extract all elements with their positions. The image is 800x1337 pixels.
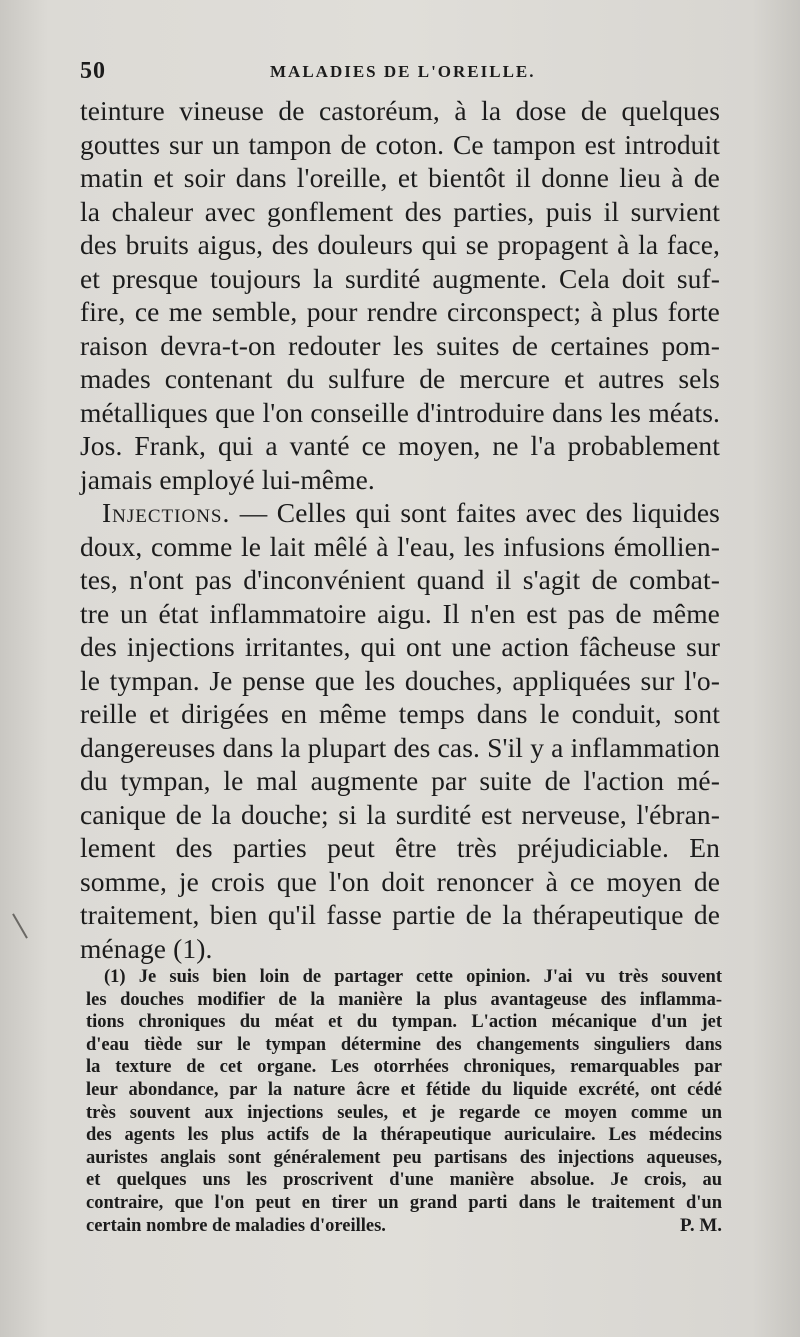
running-title: MALADIES DE L'OREILLE. xyxy=(270,62,536,81)
injections-heading: Injections. xyxy=(102,497,231,528)
text-line: la chaleur avec gonflement des parties, puis il survient xyxy=(80,195,720,227)
text-line: ménage (1). xyxy=(80,932,213,964)
footnote-line: certain nombre de maladies d'oreilles. xyxy=(86,1215,386,1236)
footnote-line: les douches modifier de la manière la plus avantageuse des inflamma- xyxy=(86,989,722,1010)
text-line: des bruits aigus, des douleurs qui se propagent à la face, xyxy=(80,229,720,260)
footnote-line: la texture de cet organe. Les otorrhées chroniques, remarquables par xyxy=(86,1057,722,1078)
footnote-line: auristes anglais sont généralement peu partisans des injections aqueuses, xyxy=(86,1147,722,1168)
text-line: raison devra-t-on redouter les suites de certaines pom- xyxy=(80,329,720,361)
text-line: canique de la douche; si la surdité est nerveuse, l'ébran- xyxy=(80,798,720,830)
footnote-signature: P. M. xyxy=(679,1215,722,1237)
footnote-line: leur abondance, par la nature âcre et fétide du liquide excrété, ont cédé xyxy=(86,1079,722,1100)
text-line: reille et dirigées en même temps dans le conduit, sont xyxy=(80,698,720,729)
footnote-line: et quelques uns les proscrivent d'une manière absolue. Je crois, au xyxy=(86,1170,722,1191)
text-line: matin et soir dans l'oreille, et bientôt il donne lieu à de xyxy=(80,162,720,193)
body-text xyxy=(80,94,720,965)
text-line: le tympan. Je pense que les douches, appliquées sur l'o- xyxy=(80,664,720,696)
injections-first-line xyxy=(80,496,720,530)
stray-ink-mark xyxy=(12,913,28,938)
text-line: teinture vineuse de castoréum, à la dose de quelques xyxy=(80,95,720,126)
text-line: traitement, bien qu'il fasse partie de la thérapeutique de xyxy=(80,899,720,930)
text-line: des injections irritantes, qui ont une action fâcheuse sur xyxy=(80,631,720,662)
text-line: doux, comme le lait mêlé à l'eau, les infusions émollien- xyxy=(80,530,720,562)
text-line: Jos. Frank, qui a vanté ce moyen, ne l'a probablement xyxy=(80,430,720,461)
footnote-line: tions chroniques du méat et du tympan. L'action mécanique d'un jet xyxy=(86,1012,722,1033)
text-line: mades contenant du sulfure de mercure et autres sels xyxy=(80,363,720,394)
text-line: tes, n'ont pas d'inconvénient quand il s'agit de combat- xyxy=(80,564,720,595)
text-line: gouttes sur un tampon de coton. Ce tampon est introduit xyxy=(80,128,720,160)
text-line: et presque toujours la surdité augmente. Cela doit suf- xyxy=(80,262,720,294)
text-line: du tympan, le mal augmente par suite de l'action mé- xyxy=(80,765,720,796)
footnote-line: des agents les plus actifs de la thérapeutique auriculaire. Les médecins xyxy=(86,1125,722,1146)
text-line: tre un état inflammatoire aigu. Il n'en est pas de même xyxy=(80,597,720,629)
text-line: dangereuses dans la plupart des cas. S'il y a inflammation xyxy=(80,731,720,763)
footnote-line: très souvent aux injections seules, et je regarde ce moyen comme un xyxy=(86,1102,722,1123)
text-line: jamais employé lui-même. xyxy=(80,463,375,495)
injections-first-line-text: — Celles qui sont faites avec des liquides xyxy=(230,497,720,528)
footnote-line: contraire, que l'on peut en tirer un grand parti dans le traitement d'un xyxy=(86,1192,722,1213)
text-line: métalliques que l'on conseille d'introduire dans les méats. xyxy=(80,396,720,428)
text-line: somme, je crois que l'on doit renoncer à ce moyen de xyxy=(80,865,720,897)
text-line: fire, ce me semble, pour rendre circonspect; à plus forte xyxy=(80,296,720,327)
footnote-last-line xyxy=(86,1215,722,1238)
running-head xyxy=(80,58,720,88)
text-line: lement des parties peut être très préjudiciable. En xyxy=(80,832,720,863)
footnote-line: (1) Je suis bien loin de partager cette opinion. J'ai vu très souvent xyxy=(104,967,722,987)
footnote-line: d'eau tiède sur le tympan détermine des changements singuliers dans xyxy=(86,1034,722,1055)
footnote xyxy=(86,966,722,1237)
page-number: 50 xyxy=(80,58,106,84)
